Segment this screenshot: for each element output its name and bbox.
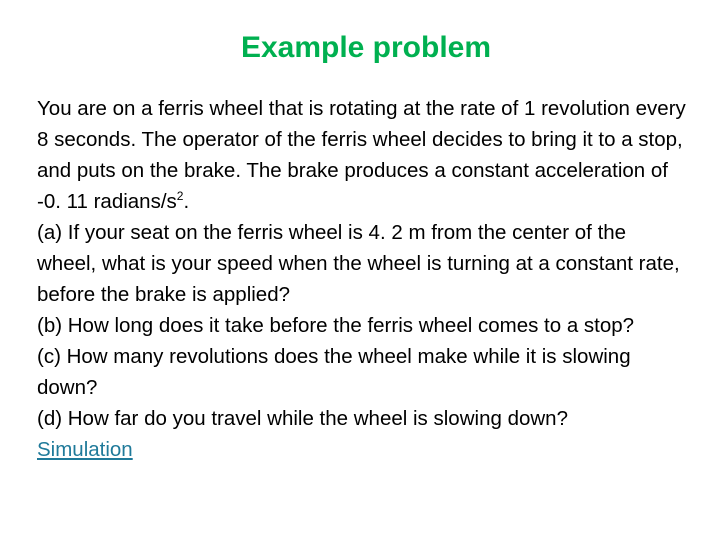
question-c: (c) How many revolutions does the wheel make while it is slowing down? [37,345,631,399]
problem-body [37,93,687,465]
question-d: (d) How far do you travel while the wheel is slowing down? [37,407,568,430]
slide-title: Example problem [240,31,492,64]
problem-intro-end: . [183,190,190,213]
problem-intro [37,93,687,217]
exponent-superscript: 2 [176,189,184,203]
question-a: (a) If your seat on the ferris wheel is 4. 2 m from the center of the wheel, what is your speed when the wheel is turning at a constant rate, before the brake is applied? [37,221,680,306]
simulation-link[interactable]: Simulation [37,438,133,461]
simulation-link-row [37,434,687,465]
problem-intro-text: You are on a ferris wheel that is rotating at the rate of 1 revolution every 8 seconds. The operator of the ferris wheel decides to bring it to a stop, and puts on the brake. The brake produces a constant acceleration of -0. 11 radians/s [37,97,686,213]
question-b: (b) How long does it take before the ferris wheel comes to a stop? [37,314,635,337]
